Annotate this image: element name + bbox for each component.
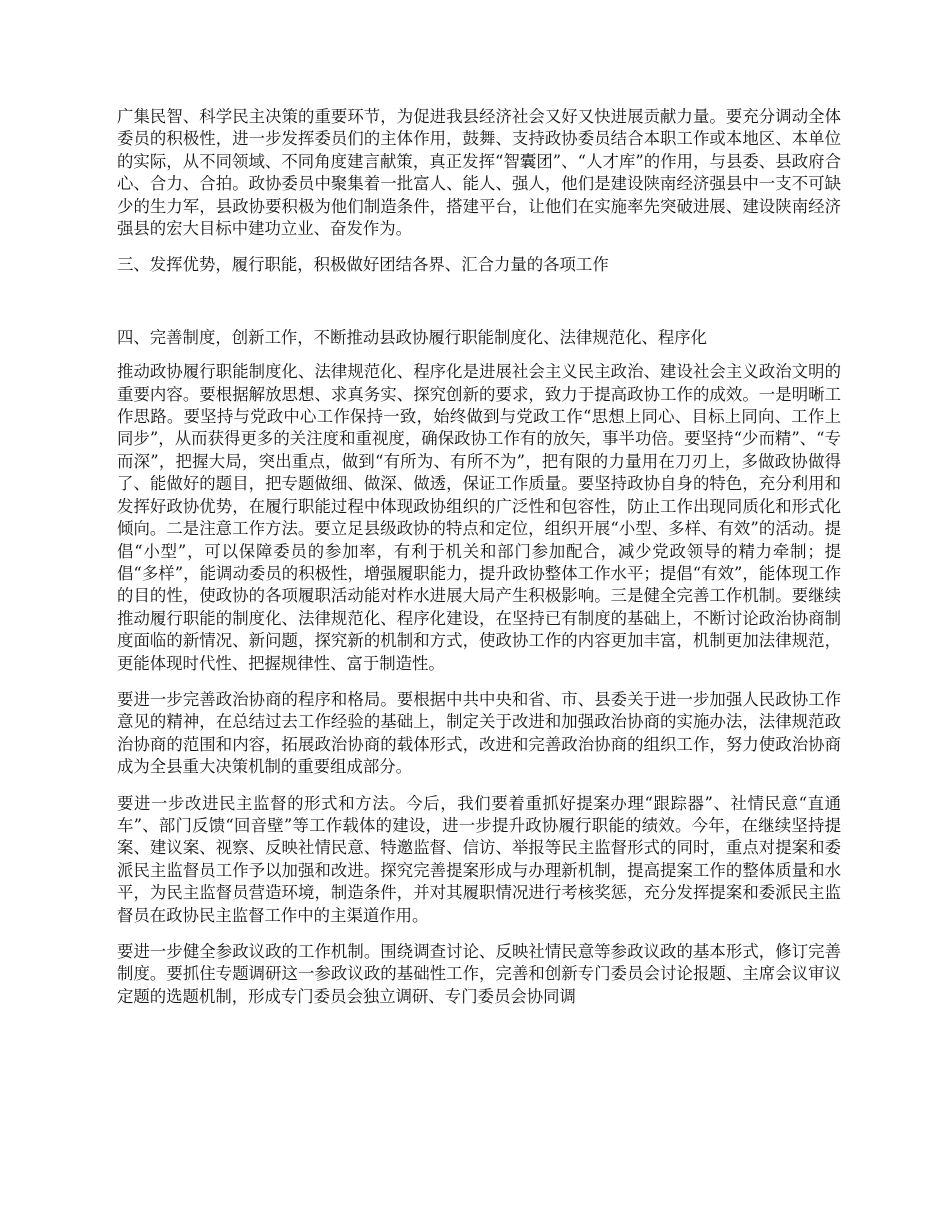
- paragraph-institutionalization: 推动政协履行职能制度化、法律规范化、程序化是进展社会主义民主政治、建设社会主义政治文明的重要内容。要根据解放思想、求真务实、探究创新的要求，致力于提高政协工作的成效。一是明晰工作思路。要坚持与党政中心工作保持一致，始终做到与党政工作“思想上同心、目标上同向、工作上同步”，从而获得更多的关注度和重视度，确保政协工作有的放矢，事半功倍。要坚持“少而精”、“专而深”，把握大局，突出重点，做到“有所为、有所不为”，把有限的力量用在刀刃上，多做政协做得了、能做好的题目，把专题做细、做深、做透，保证工作质量。要坚持政协自身的特色，充分利用和发挥好政协优势，在履行职能过程中体现政协组织的广泛性和包容性，防止工作出现同质化和形式化倾向。二是注意工作方法。要立足县级政协的特点和定位，组织开展“小型、多样、有效”的活动。提倡“小型”，可以保障委员的参加率，有利于机关和部门参加配合，减少党政领导的精力牵制；提倡“多样”，能调动委员的积极性，增强履职能力，提升政协整体工作水平；提倡“有效”，能体现工作的目的性，使政协的各项履职活动能对柞水进展大局产生积极影响。三是健全完善工作机制。要继续推动履行职能的制度化、法律规范化、程序化建设，在坚持已有制度的基础上，不断讨论政治协商制度面临的新情况、新问题，探究新的机制和方式，使政协工作的内容更加丰富，机制更加法律规范，更能体现时代性、把握规律性、富于制造性。: [117, 362, 841, 673]
- paragraph-participation-mechanism: 要进一步健全参政议政的工作机制。围绕调查讨论、反映社情民意等参政议政的基本形式，修订完善制度。要抓住专题调研这一参政议政的基础性工作，完善和创新专门委员会讨论报题、主席会议审议定题的选题机制，形成专门委员会独立调研、专门委员会协同调: [117, 942, 841, 1006]
- paragraph-political-consultation: 要进一步完善政治协商的程序和格局。要根据中共中央和省、市、县委关于进一步加强人民政协工作意见的精神，在总结过去工作经验的基础上，制定关于改进和加强政治协商的实施办法，法律规范政治协商的范围和内容，拓展政治协商的载体形式，改进和完善政治协商的组织工作，努力使政治协商成为全县重大决策机制的重要组成部分。: [117, 689, 841, 777]
- section-heading-four: 四、完善制度，创新工作，不断推动县政协履行职能制度化、法律规范化、程序化: [117, 327, 708, 347]
- section-heading-three: 三、发挥优势，履行职能，积极做好团结各界、汇合力量的各项工作: [117, 255, 609, 275]
- document-page: [117, 106, 841, 1022]
- paragraph-committee-members: 广集民智、科学民主决策的重要环节，为促进我县经济社会又好又快进展贡献力量。要充分调动全体委员的积极性，进一步发挥委员们的主体作用，鼓舞、支持政协委员结合本职工作或本地区、本单位的实际，从不同领域、不同角度建言献策，真正发挥“智囊团”、“人才库”的作用，与县委、县政府合心、合力、合拍。政协委员中聚集着一批富人、能人、强人，他们是建设陕南经济强县中一支不可缺少的生力军，县政协要积极为他们制造条件，搭建平台，让他们在实施率先突破进展、建设陕南经济强县的宏大目标中建功立业、奋发作为。: [117, 107, 841, 239]
- paragraph-democratic-supervision: 要进一步改进民主监督的形式和方法。今后，我们要着重抓好提案办理“跟踪器”、社情民意“直通车”、部门反馈“回音壁”等工作载体的建设，进一步提升政协履行职能的绩效。今年，在继续坚持提案、建议案、视察、反映社情民意、特邀监督、信访、举报等民主监督形式的同时，重点对提案和委派民主监督员工作予以加强和改进。探究完善提案形成与办理新机制，提高提案工作的整体质量和水平，为民主监督员营造环境，制造条件，并对其履职情况进行考核奖惩，充分发挥提案和委派民主监督员在政协民主监督工作中的主渠道作用。: [117, 793, 841, 925]
